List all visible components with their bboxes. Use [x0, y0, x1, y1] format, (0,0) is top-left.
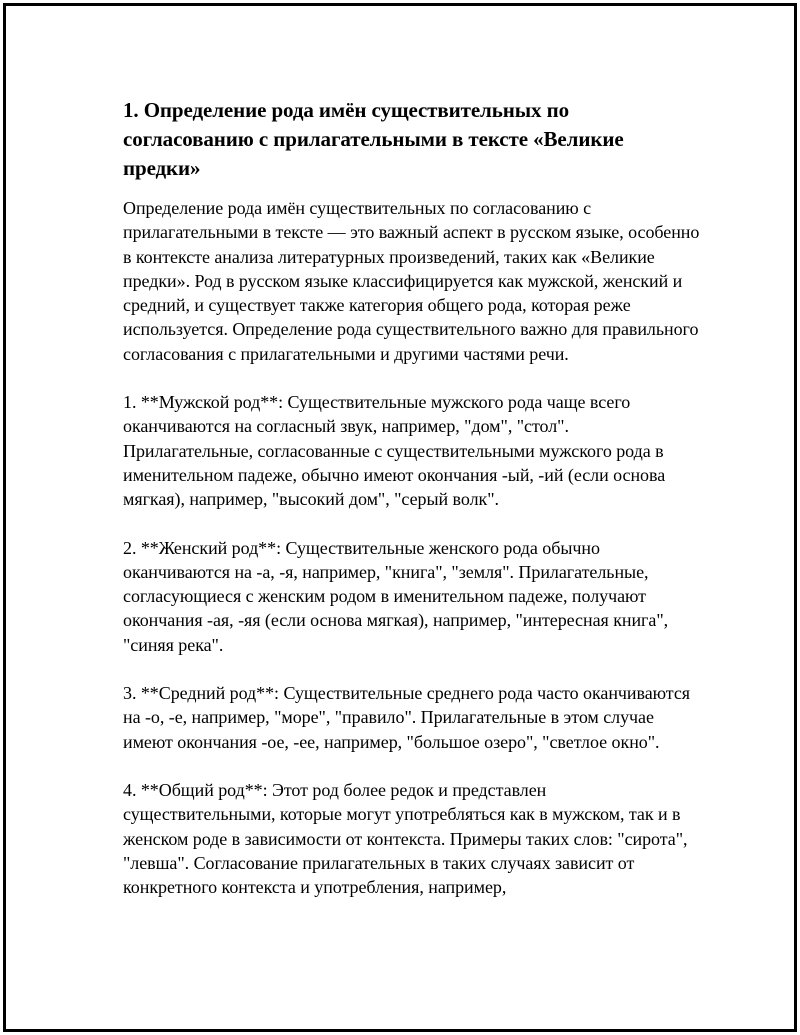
intro-paragraph: Определение рода имён существительных по согласованию с прилагательными в тексте — это важный аспект в русском языке, особенно в контексте анализа литературных произведений, таких как «Великие предки». Род в русском языке классифицируется как мужской, женский и средний, и существует также категория общего рода, которая реже используется. Определение рода существительного важно для правильного согласования с прилагательными и другими частями речи. [123, 198, 700, 364]
section-neuter-paragraph: 3. **Средний род**: Существительные среднего рода часто оканчиваются на -о, -е, например, "море", "правило". Прилагательные в этом случае имеют окончания -ое, -ее, например, "большое озеро", "светлое окно". [123, 683, 691, 752]
document-body [123, 96, 703, 899]
document-title: 1. Определение рода имён существительных по согласованию с прилагательными в тексте «Великие предки» [123, 98, 624, 180]
section-common-gender-paragraph: 4. **Общий род**: Этот род более редок и представлен существительными, которые могут употребляться как в мужском, так и в женском роде в зависимости от контекста. Примеры таких слов: "сирота", "левша". Согласование прилагательных в таких случаях зависит от конкретного контекста и употребления, например, [123, 779, 688, 898]
section-masculine-paragraph: 1. **Мужской род**: Существительные мужского рода чаще всего оканчиваются на согласный звук, например, "дом", "стол". Прилагательные, согласованные с существительными мужского рода в именительном падеже, обычно имеют окончания -ый, -ий (если основа мягкая), например, "высокий дом", "серый волк". [123, 392, 666, 510]
section-feminine-paragraph: 2. **Женский род**: Существительные женского рода обычно оканчиваются на -а, -я, например, "книга", "земля". Прилагательные, согласующиеся с женским родом в именительном падеже, получают окончания -ая, -яя (если основа мягкая), например, "интересная книга", "синяя река". [123, 537, 669, 655]
page-frame [3, 3, 797, 1032]
